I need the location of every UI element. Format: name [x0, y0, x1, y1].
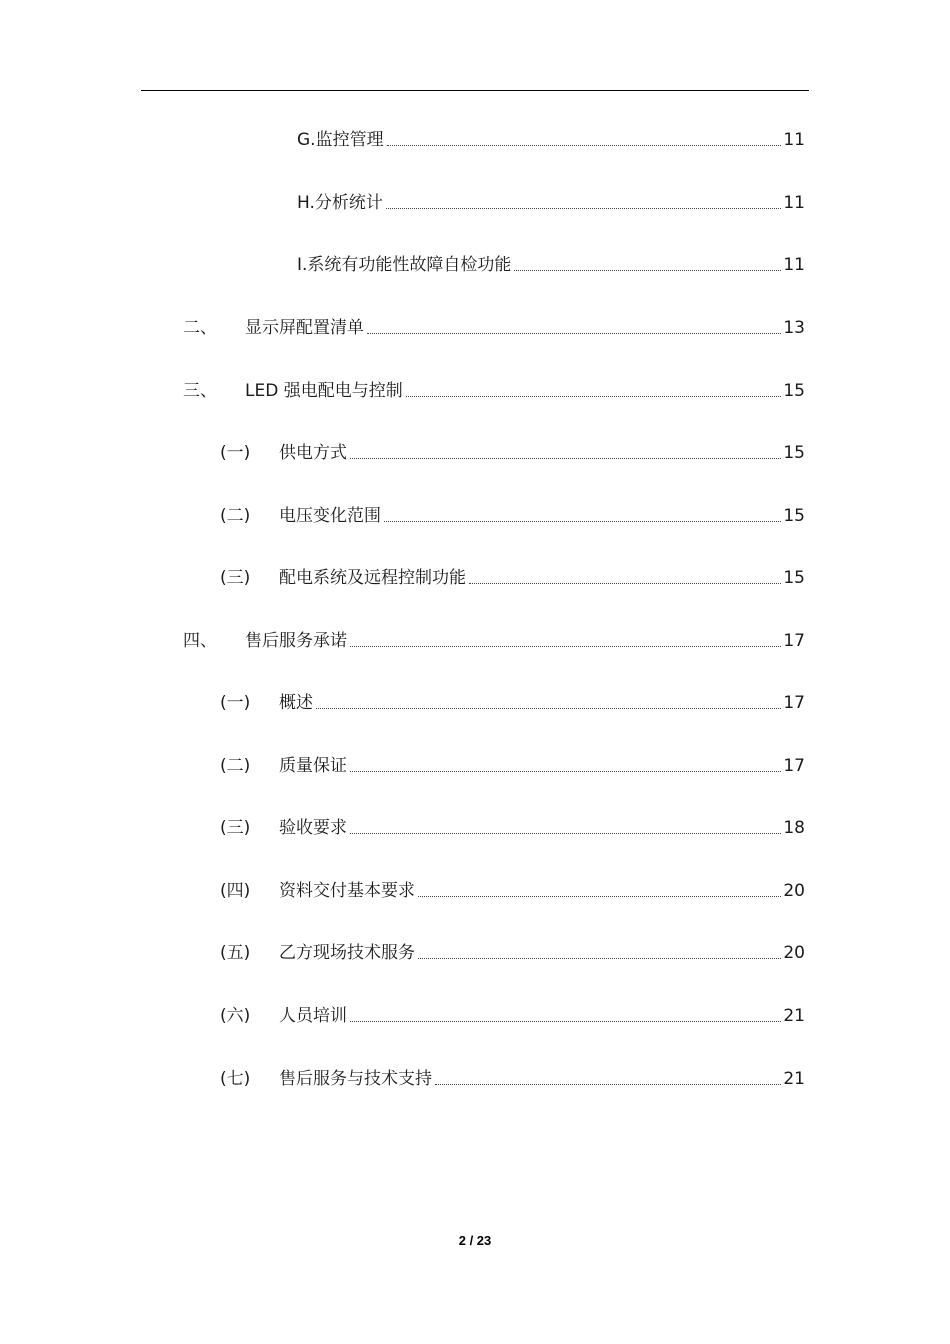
toc-entry-title: 供电方式 [279, 443, 347, 463]
dot-leader [469, 583, 781, 584]
toc-entry-page: 18 [783, 818, 805, 838]
toc-entry-number: (六) [220, 1006, 251, 1026]
dot-leader [350, 458, 781, 459]
toc-entry-number: 四、 [183, 631, 217, 651]
toc-entry-number: (一) [220, 693, 251, 713]
toc-entry[interactable] [183, 312, 805, 340]
dot-leader [514, 270, 781, 271]
toc-entry-title: 验收要求 [279, 818, 347, 838]
toc-entry-page: 17 [783, 756, 805, 776]
toc-entry-page: 13 [783, 318, 805, 338]
toc-entry[interactable] [220, 1063, 805, 1091]
toc-entry-page: 17 [783, 631, 805, 651]
toc-entry[interactable] [297, 124, 805, 152]
toc-entry-title: 显示屏配置清单 [245, 318, 364, 338]
dot-leader [316, 708, 781, 709]
toc-entry-title: H.分析统计 [297, 193, 383, 213]
toc-entry-page: 20 [783, 881, 805, 901]
dot-leader [350, 833, 781, 834]
dot-leader [367, 333, 781, 334]
toc-entry[interactable] [220, 500, 805, 528]
dot-leader [386, 208, 781, 209]
toc-entry-page: 17 [783, 693, 805, 713]
dot-leader [350, 646, 781, 647]
toc-entry[interactable] [220, 437, 805, 465]
toc-entry-title: 资料交付基本要求 [279, 881, 415, 901]
toc-entry[interactable] [220, 750, 805, 778]
toc-entry-title: I.系统有功能性故障自检功能 [297, 255, 512, 275]
toc-entry-number: (五) [220, 943, 251, 963]
toc-entry[interactable] [183, 625, 805, 653]
dot-leader [406, 396, 782, 397]
toc-entry[interactable] [220, 1000, 805, 1028]
toc-entry[interactable] [220, 812, 805, 840]
toc-entry-number: (三) [220, 568, 251, 588]
toc-entry-page: 11 [783, 255, 805, 275]
toc-entry[interactable] [220, 875, 805, 903]
toc-entry-page: 21 [783, 1069, 805, 1089]
toc-entry[interactable] [220, 687, 805, 715]
toc-entry-page: 11 [783, 130, 805, 150]
dot-leader [387, 145, 782, 146]
toc-entry-title: 乙方现场技术服务 [279, 943, 415, 963]
dot-leader [350, 1021, 781, 1022]
toc-entry-title: 售后服务与技术支持 [279, 1069, 432, 1089]
toc-entry[interactable] [183, 375, 805, 403]
toc-entry-number: (一) [220, 443, 251, 463]
toc-entry[interactable] [297, 187, 805, 215]
dot-leader [418, 958, 781, 959]
dot-leader [384, 521, 781, 522]
toc-entry-title: 配电系统及远程控制功能 [279, 568, 466, 588]
toc-entry-number: (二) [220, 756, 251, 776]
toc-entry-number: 二、 [183, 318, 217, 338]
dot-leader [350, 771, 781, 772]
dot-leader [418, 896, 781, 897]
toc-entry[interactable] [297, 249, 805, 277]
toc-entry-number: (七) [220, 1069, 251, 1089]
toc-entry-page: 11 [783, 193, 805, 213]
toc-entry-title: 概述 [279, 693, 313, 713]
toc-entry-title: 电压变化范围 [279, 506, 381, 526]
toc-entry-page: 15 [783, 381, 805, 401]
toc-entry-title: LED 强电配电与控制 [245, 381, 403, 401]
toc-entry-number: (二) [220, 506, 251, 526]
toc-entry-title: 售后服务承诺 [245, 631, 347, 651]
toc-entry-title: 人员培训 [279, 1006, 347, 1026]
toc-entry[interactable] [220, 562, 805, 590]
dot-leader [435, 1084, 781, 1085]
toc-entry-page: 21 [783, 1006, 805, 1026]
toc-entry-page: 15 [783, 568, 805, 588]
toc-entry-page: 15 [783, 506, 805, 526]
page-number: 2 / 23 [458, 1233, 492, 1248]
toc-entry-page: 20 [783, 943, 805, 963]
toc-entry-title: G.监控管理 [297, 130, 384, 150]
toc-entry-number: (四) [220, 881, 251, 901]
toc-entry-page: 15 [783, 443, 805, 463]
toc-entry-title: 质量保证 [279, 756, 347, 776]
toc-entry-number: 三、 [183, 381, 217, 401]
toc-entry[interactable] [220, 937, 805, 965]
toc-entry-number: (三) [220, 818, 251, 838]
